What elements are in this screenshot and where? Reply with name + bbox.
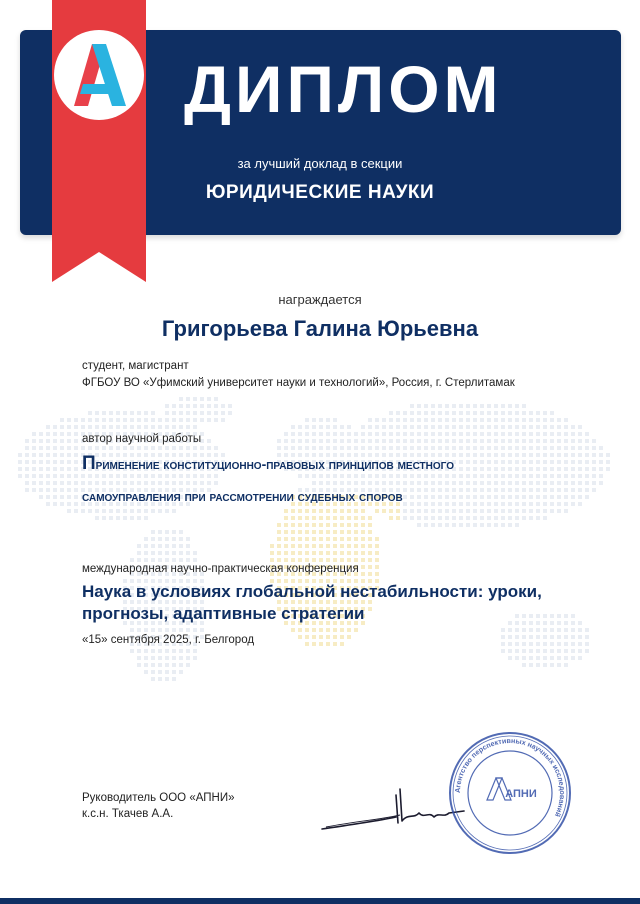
recipient-name: Григорьева Галина Юрьевна	[161, 316, 479, 341]
logo-circle	[54, 30, 144, 120]
section-name: ЮРИДИЧЕСКИЕ НАУКИ	[205, 182, 435, 203]
stamp-seal	[447, 730, 573, 856]
work-label: автор научной работы	[82, 433, 202, 445]
bottom-bar	[0, 898, 640, 904]
diploma-title: ДИПЛОМ	[184, 52, 503, 126]
diploma-subtitle: за лучший доклад в секции	[237, 156, 403, 171]
conference-date-place: «15» сентября 2025, г. Белгород	[82, 634, 255, 646]
signer-role: Руководитель ООО «АПНИ»	[82, 792, 235, 804]
conference-label: международная научно-практическая конференция	[82, 563, 359, 575]
awarded-label: награждается	[278, 292, 362, 307]
recipient-status: студент, магистрант	[82, 360, 189, 372]
conference-title: Наука в условиях глобальной нестабильности: уроки, прогнозы, адаптивные стратегии	[82, 582, 542, 623]
signature-image	[318, 775, 468, 835]
work-title: Применение конституционно-правовых принципов местного самоуправления при рассмотрении судебных споров	[82, 453, 454, 504]
red-ribbon	[52, 0, 146, 282]
recipient-organization: ФГБОУ ВО «Уфимский университет науки и технологий», Россия, г. Стерлитамак	[82, 377, 515, 389]
stamp-ring-text: Агентство перспективных научных исследований	[452, 735, 568, 819]
stamp-center-text: АПНИ	[505, 788, 537, 800]
signer-name: к.с.н. Ткачев А.А.	[82, 808, 174, 820]
